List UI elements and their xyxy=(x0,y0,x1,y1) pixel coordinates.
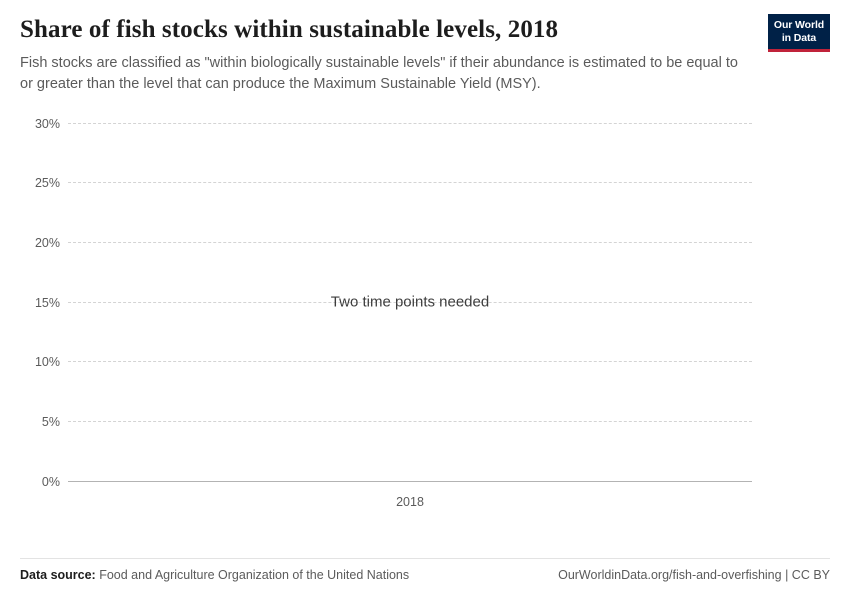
page-title: Share of fish stocks within sustainable levels, 2018 xyxy=(20,16,559,43)
logo-line-1: Our World xyxy=(773,19,825,32)
our-world-in-data-logo[interactable] xyxy=(768,14,830,52)
data-source xyxy=(20,568,409,582)
y-axis-tick-label: 30% xyxy=(34,116,60,131)
chart-annotation-message: Two time points needed xyxy=(330,293,490,311)
data-source-label: Data source: xyxy=(20,568,96,582)
y-axis-tick-label: 20% xyxy=(34,236,60,251)
x-axis-tick-label: 2018 xyxy=(396,494,424,509)
plot-inner xyxy=(34,116,752,509)
gridline-25 xyxy=(34,176,752,191)
gridline-10 xyxy=(34,355,752,370)
chart-plot-area xyxy=(20,113,830,553)
footer-attribution xyxy=(558,568,830,582)
y-axis-tick-label: 25% xyxy=(34,176,60,191)
license-label[interactable]: CC BY xyxy=(791,568,830,582)
gridline-30 xyxy=(34,116,752,131)
chart-header xyxy=(20,16,830,95)
y-axis-tick-label: 15% xyxy=(34,295,60,310)
gridline-20 xyxy=(34,236,752,251)
logo-line-2: in Data xyxy=(781,31,817,44)
gridline-5 xyxy=(41,415,752,430)
y-axis-tick-label: 0% xyxy=(41,474,60,489)
y-axis-tick-label: 5% xyxy=(41,415,60,430)
chart-footer xyxy=(20,558,830,582)
owid-url-link[interactable]: OurWorldinData.org/fish-and-overfishing xyxy=(558,568,782,582)
chart-subtitle: Fish stocks are classified as "within biologically sustainable levels" if their abundance is estimated to be equal to or greater than the level that can produce the Maximum Sustainable Yield (MSY). xyxy=(20,54,738,92)
gridline-0-axis xyxy=(41,474,752,489)
footer-separator: | xyxy=(785,568,789,582)
data-source-value: Food and Agriculture Organization of the United Nations xyxy=(99,568,410,582)
y-axis-tick-label: 10% xyxy=(34,355,60,370)
